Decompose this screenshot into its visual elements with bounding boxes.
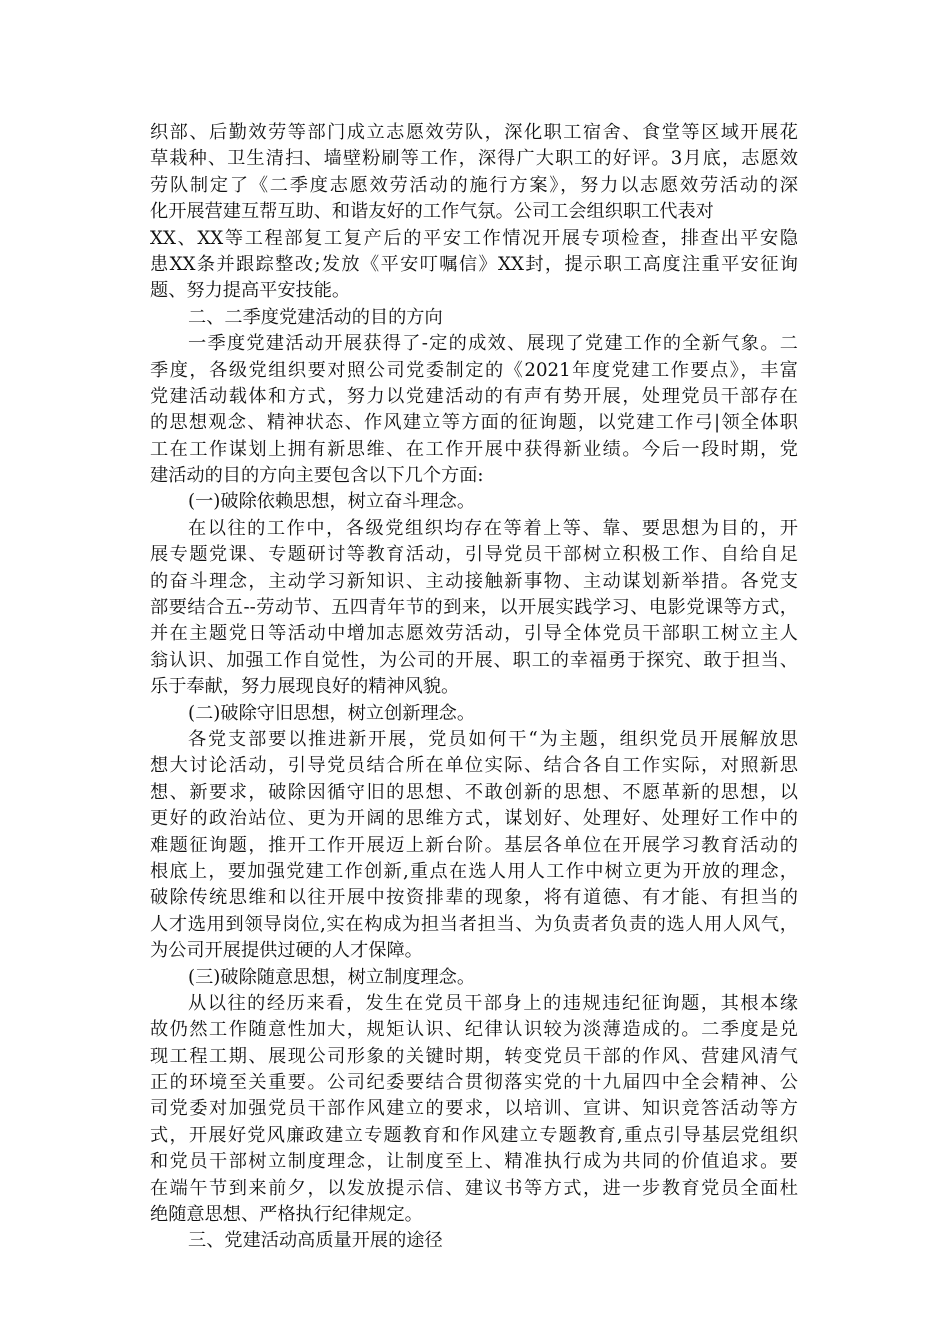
section-heading: (三)破除随意思想，树立制度理念。: [188, 966, 476, 988]
paragraph-line: 在以往的工作中，各级党组织均存在等着上等、靠、要思想为目的，开: [188, 517, 798, 539]
paragraph-line: 根底上，要加强党建工作创新,重点在选人用人工作中树立更为开放的理念，: [150, 860, 798, 882]
paragraph-line: 党建活动载体和方式，努力以党建活动的有声有势开展，处理党员干部存在: [150, 385, 798, 407]
paragraph-line: 一季度党建活动开展获得了-定的成效、展现了党建工作的全新气象。二: [188, 333, 798, 355]
paragraph-line: 化开展营建互帮互助、和谐友好的工作气氛。公司工会组织职工代表对: [150, 201, 714, 223]
paragraph-line: 故仍然工作随意性加大，规矩认识、纪律认识较为淡薄造成的。二季度是兑: [150, 1019, 798, 1041]
paragraph-line: 绝随意思想、严格执行纪律规定。: [150, 1204, 423, 1226]
paragraph-line: 翁认识、加强工作自觉性，为公司的开展、职工的幸福勇于探究、敢于担当、: [150, 649, 798, 671]
paragraph-line: 织部、后勤效劳等部门成立志愿效劳队，深化职工宿舍、食堂等区域开展花: [150, 122, 798, 143]
paragraph-line: 为公司开展提供过硬的人才保障。: [150, 940, 423, 962]
section-heading: (二)破除守旧思想，树立创新理念。: [188, 702, 476, 724]
paragraph-line: 和党员干部树立制度理念，让制度至上、精准执行成为共同的价值追求。要: [150, 1151, 798, 1173]
paragraph-line: 破除传统思维和以往开展中按资排辈的现象，将有道德、有才能、有担当的: [150, 887, 798, 909]
paragraph-line: 的思想观念、精神状态、作风建立等方面的征询题，以党建工作弓|领全体职: [150, 412, 798, 434]
paragraph-line: 想大讨论活动，引导党员结合所在单位实际、结合各自工作实际，对照新思: [150, 755, 798, 777]
paragraph-line: 难题征询题，推开工作开展迈上新台阶。基层各单位在开展学习教育活动的: [150, 834, 798, 856]
paragraph-line: 患XX条并跟踪整改;发放《平安叮嘱信》XX封，提示职工高度注重平安征询: [150, 253, 798, 275]
paragraph-line: 更好的政治站位、更为开阔的思维方式，谋划好、处理好、处理好工作中的: [150, 808, 798, 830]
paragraph-line: 式，开展好党风廉政建立专题教育和作风建立专题教育,重点引导基层党组织: [150, 1124, 798, 1146]
section-heading: 二、二季度党建活动的目的方向: [188, 306, 443, 328]
paragraph-line: 司党委对加强党员干部作风建立的要求，以培训、宣讲、知识竞答活动等方: [150, 1098, 798, 1120]
paragraph-line: 人才选用到领导岗位,实在构成为担当者担当、为负责者负责的选人用人风气，: [150, 913, 798, 935]
paragraph-line: 想、新要求，破除因循守旧的思想、不敢创新的思想、不愿革新的思想，以: [150, 781, 798, 803]
paragraph-line: 从以往的经历来看，发生在党员干部身上的违规违纪征询题，其根本缘: [188, 992, 798, 1014]
paragraph-line: XX、XX等工程部复工复产后的平安工作情况开展专项检查，排查出平安隐: [150, 227, 798, 249]
paragraph-line: 题、努力提高平安技能。: [150, 280, 351, 302]
paragraph-line: 在端午节到来前夕，以发放提示信、建议书等方式，进一步教育党员全面杜: [150, 1177, 798, 1199]
paragraph-line: 并在主题党日等活动中增加志愿效劳活动，引导全体党员干部职工树立主人: [150, 623, 798, 645]
section-heading: 三、党建活动高质量开展的途径: [188, 1230, 443, 1252]
paragraph-line: 正的环境至关重要。公司纪委要结合贯彻落实党的十九届四中全会精神、公: [150, 1072, 798, 1094]
paragraph-line: 部要结合五--劳动节、五四青年节的到来，以开展实践学习、电影党课等方式，: [150, 597, 798, 619]
document-page: [150, 120, 798, 1255]
section-heading: (一)破除依赖思想，树立奋斗理念。: [188, 491, 476, 513]
paragraph-line: 现工程工期、展现公司形象的关键时期，转变党员干部的作风、营建风清气: [150, 1045, 798, 1067]
paragraph-line: 劳队制定了《二季度志愿效劳活动的施行方案》，努力以志愿效劳活动的深: [150, 174, 798, 196]
paragraph-line: 工在工作谋划上拥有新思维、在工作开展中获得新业绩。今后一段时期，党: [150, 438, 798, 460]
paragraph-line: 各党支部要以推进新开展，党员如何干“为主题，组织党员开展解放思: [188, 728, 798, 750]
paragraph-line: 建活动的目的方向主要包含以下几个方面:: [150, 465, 484, 487]
paragraph-line: 的奋斗理念，主动学习新知识、主动接触新事物、主动谋划新举措。各党支: [150, 570, 798, 592]
paragraph-line: 草栽种、卫生清扫、墙壁粉刷等工作，深得广大职工的好评。3月底，志愿效: [150, 148, 798, 170]
paragraph-line: 乐于奉献，努力展现良好的精神风貌。: [150, 676, 460, 698]
paragraph-line: 季度，各级党组织要对照公司党委制定的《2021年度党建工作要点》，丰富: [150, 359, 798, 381]
paragraph-line: 展专题党课、专题研讨等教育活动，引导党员干部树立积极工作、自给自足: [150, 544, 798, 566]
